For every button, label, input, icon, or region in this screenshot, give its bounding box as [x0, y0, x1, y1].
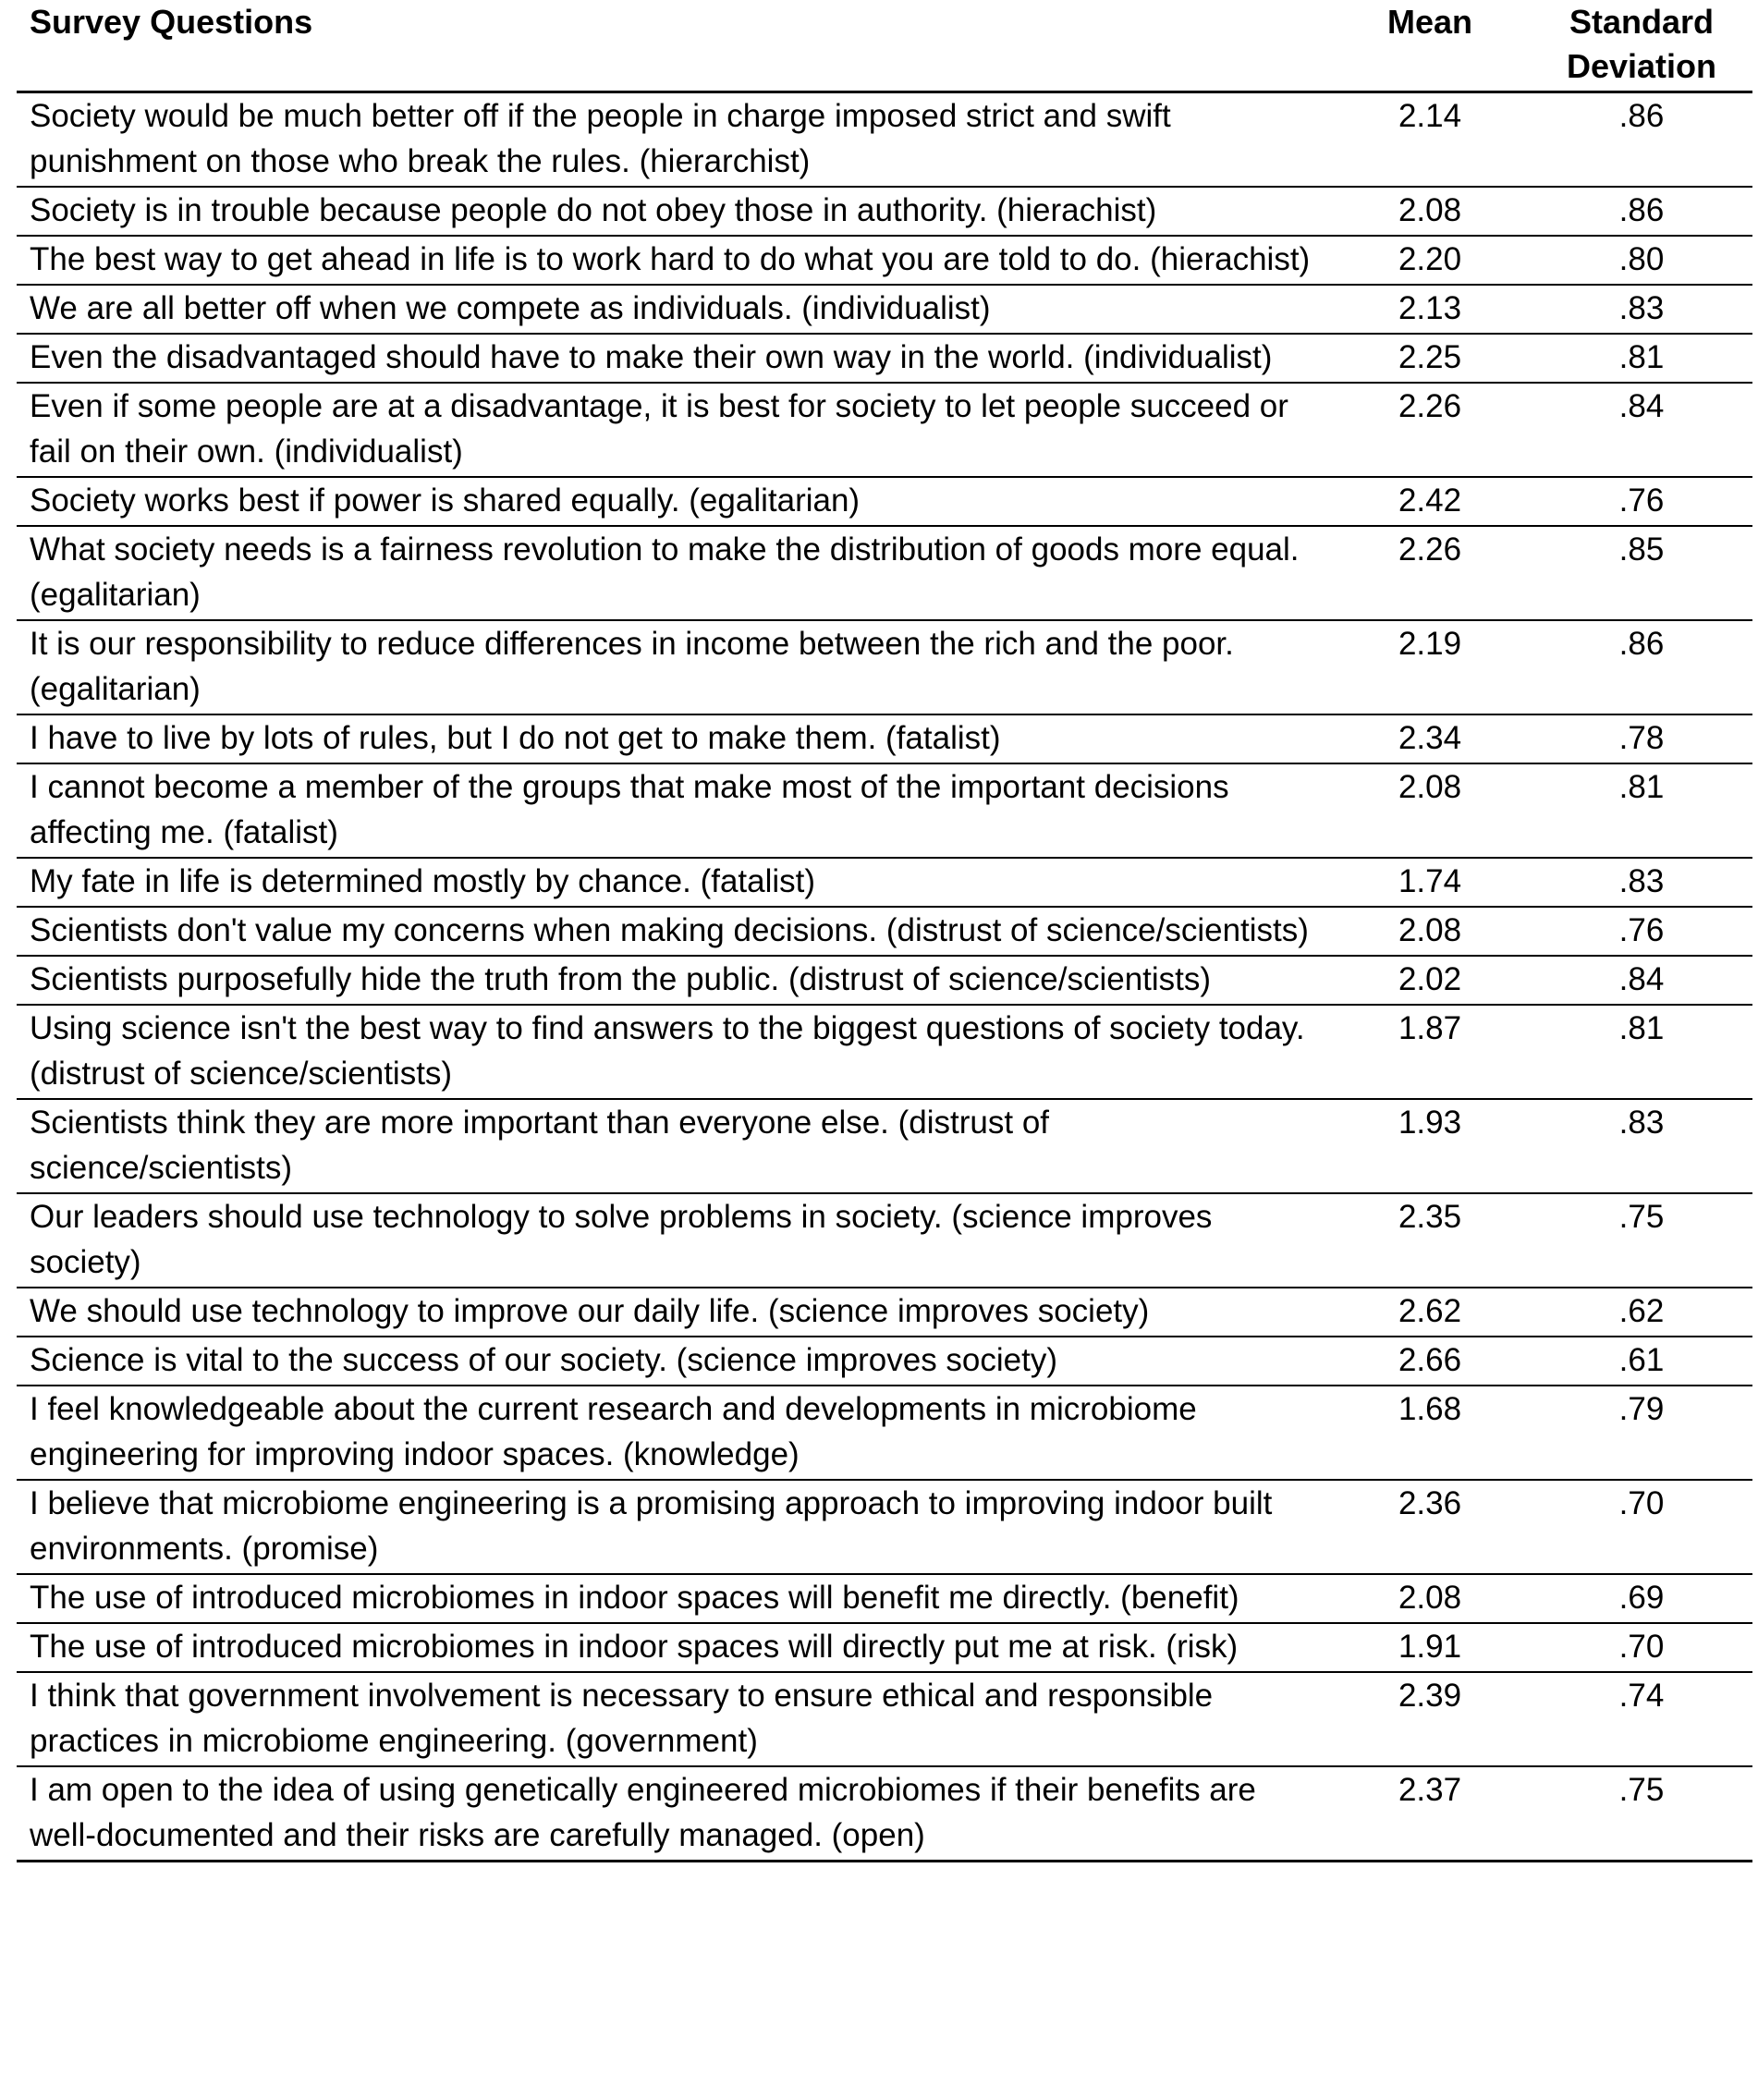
sd-cell: .83: [1531, 285, 1752, 334]
question-cell: Using science isn't the best way to find answers to the biggest questions of society today. (distrust of science/scientists): [17, 1005, 1329, 1099]
table-row: [17, 956, 1752, 1005]
question-cell: It is our responsibility to reduce differences in income between the rich and the poor. (egalitarian): [17, 620, 1329, 714]
table-row: [17, 1672, 1752, 1766]
table-row: [17, 907, 1752, 956]
table-row: [17, 763, 1752, 858]
sd-cell: .76: [1531, 907, 1752, 956]
sd-cell: .85: [1531, 526, 1752, 620]
table-row: [17, 92, 1752, 188]
sd-cell: .80: [1531, 236, 1752, 285]
question-cell: The use of introduced microbiomes in indoor spaces will benefit me directly. (benefit): [17, 1574, 1329, 1623]
mean-cell: 1.91: [1329, 1623, 1531, 1672]
sd-cell: .78: [1531, 714, 1752, 763]
mean-cell: 2.39: [1329, 1672, 1531, 1766]
question-cell: We should use technology to improve our daily life. (science improves society): [17, 1288, 1329, 1337]
question-cell: The use of introduced microbiomes in indoor spaces will directly put me at risk. (risk): [17, 1623, 1329, 1672]
sd-cell: .83: [1531, 1099, 1752, 1193]
table-row: [17, 285, 1752, 334]
table-body: [17, 92, 1752, 1862]
survey-table: [17, 0, 1752, 1862]
table-row: [17, 620, 1752, 714]
question-cell: Our leaders should use technology to solve problems in society. (science improves society): [17, 1193, 1329, 1288]
header-mean: Mean: [1329, 0, 1531, 92]
question-cell: What society needs is a fairness revolution to make the distribution of goods more equal. (egalitarian): [17, 526, 1329, 620]
mean-cell: 2.37: [1329, 1766, 1531, 1862]
table-row: [17, 858, 1752, 907]
survey-table-container: [17, 0, 1752, 1862]
mean-cell: 2.19: [1329, 620, 1531, 714]
sd-cell: .69: [1531, 1574, 1752, 1623]
sd-cell: .76: [1531, 477, 1752, 526]
header-row: [17, 0, 1752, 92]
question-cell: My fate in life is determined mostly by chance. (fatalist): [17, 858, 1329, 907]
question-cell: Scientists don't value my concerns when making decisions. (distrust of science/scientists): [17, 907, 1329, 956]
mean-cell: 2.14: [1329, 92, 1531, 188]
mean-cell: 2.62: [1329, 1288, 1531, 1337]
mean-cell: 2.35: [1329, 1193, 1531, 1288]
header-survey-questions: Survey Questions: [17, 0, 1329, 92]
mean-cell: 2.42: [1329, 477, 1531, 526]
sd-cell: .62: [1531, 1288, 1752, 1337]
question-cell: Scientists purposefully hide the truth from the public. (distrust of science/scientists): [17, 956, 1329, 1005]
question-cell: We are all better off when we compete as individuals. (individualist): [17, 285, 1329, 334]
question-cell: I feel knowledgeable about the current research and developments in microbiome engineering for improving indoor spaces. (knowledge): [17, 1386, 1329, 1480]
question-cell: I believe that microbiome engineering is a promising approach to improving indoor built environments. (promise): [17, 1480, 1329, 1574]
table-row: [17, 477, 1752, 526]
table-row: [17, 1574, 1752, 1623]
table-row: [17, 1099, 1752, 1193]
table-row: [17, 1288, 1752, 1337]
mean-cell: 2.26: [1329, 383, 1531, 477]
mean-cell: 2.34: [1329, 714, 1531, 763]
question-cell: Scientists think they are more important than everyone else. (distrust of science/scientists): [17, 1099, 1329, 1193]
table-row: [17, 383, 1752, 477]
mean-cell: 2.08: [1329, 1574, 1531, 1623]
question-cell: Society works best if power is shared equally. (egalitarian): [17, 477, 1329, 526]
table-row: [17, 526, 1752, 620]
table-row: [17, 187, 1752, 236]
header-standard-deviation: Standard Deviation: [1531, 0, 1752, 92]
sd-cell: .81: [1531, 334, 1752, 383]
question-cell: Science is vital to the success of our society. (science improves society): [17, 1337, 1329, 1386]
table-row: [17, 1193, 1752, 1288]
question-cell: I have to live by lots of rules, but I do not get to make them. (fatalist): [17, 714, 1329, 763]
sd-cell: .74: [1531, 1672, 1752, 1766]
mean-cell: 2.36: [1329, 1480, 1531, 1574]
table-row: [17, 334, 1752, 383]
mean-cell: 1.74: [1329, 858, 1531, 907]
question-cell: The best way to get ahead in life is to work hard to do what you are told to do. (hierachist): [17, 236, 1329, 285]
mean-cell: 1.87: [1329, 1005, 1531, 1099]
sd-cell: .75: [1531, 1766, 1752, 1862]
table-row: [17, 1480, 1752, 1574]
table-row: [17, 236, 1752, 285]
table-row: [17, 1623, 1752, 1672]
table-row: [17, 1337, 1752, 1386]
mean-cell: 2.08: [1329, 763, 1531, 858]
table-header: [17, 0, 1752, 92]
question-cell: Society would be much better off if the people in charge imposed strict and swift punishment on those who break the rules. (hierarchist): [17, 92, 1329, 188]
question-cell: Society is in trouble because people do not obey those in authority. (hierachist): [17, 187, 1329, 236]
sd-cell: .70: [1531, 1623, 1752, 1672]
sd-cell: .75: [1531, 1193, 1752, 1288]
sd-cell: .81: [1531, 763, 1752, 858]
question-cell: Even if some people are at a disadvantage, it is best for society to let people succeed or fail on their own. (individualist): [17, 383, 1329, 477]
mean-cell: 2.20: [1329, 236, 1531, 285]
table-row: [17, 714, 1752, 763]
sd-cell: .84: [1531, 383, 1752, 477]
mean-cell: 2.25: [1329, 334, 1531, 383]
question-cell: I am open to the idea of using genetically engineered microbiomes if their benefits are well-documented and their risks are carefully managed. (open): [17, 1766, 1329, 1862]
table-row: [17, 1766, 1752, 1862]
sd-cell: .79: [1531, 1386, 1752, 1480]
mean-cell: 2.13: [1329, 285, 1531, 334]
sd-cell: .86: [1531, 92, 1752, 188]
mean-cell: 1.68: [1329, 1386, 1531, 1480]
mean-cell: 2.08: [1329, 187, 1531, 236]
sd-cell: .84: [1531, 956, 1752, 1005]
sd-cell: .86: [1531, 620, 1752, 714]
mean-cell: 2.08: [1329, 907, 1531, 956]
sd-cell: .86: [1531, 187, 1752, 236]
mean-cell: 1.93: [1329, 1099, 1531, 1193]
sd-cell: .61: [1531, 1337, 1752, 1386]
sd-cell: .81: [1531, 1005, 1752, 1099]
question-cell: Even the disadvantaged should have to make their own way in the world. (individualist): [17, 334, 1329, 383]
mean-cell: 2.02: [1329, 956, 1531, 1005]
table-row: [17, 1386, 1752, 1480]
question-cell: I think that government involvement is necessary to ensure ethical and responsible practices in microbiome engineering. (government): [17, 1672, 1329, 1766]
sd-cell: .70: [1531, 1480, 1752, 1574]
table-row: [17, 1005, 1752, 1099]
sd-cell: .83: [1531, 858, 1752, 907]
question-cell: I cannot become a member of the groups that make most of the important decisions affecting me. (fatalist): [17, 763, 1329, 858]
mean-cell: 2.66: [1329, 1337, 1531, 1386]
mean-cell: 2.26: [1329, 526, 1531, 620]
